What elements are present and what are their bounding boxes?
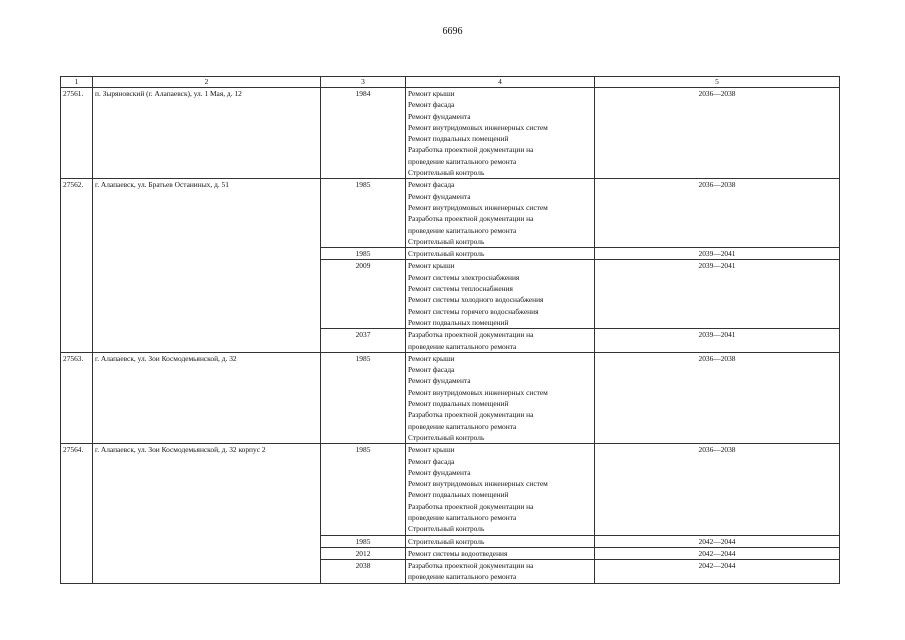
work-item: Ремонт фасада: [408, 100, 455, 110]
year-cell: 1985: [321, 444, 406, 535]
year-cell: 2037: [321, 329, 406, 353]
work-item: Ремонт внутридомовых инженерных систем: [408, 387, 548, 397]
work-item: Разработка проектной документации на: [408, 501, 534, 511]
work-item: Строительный контроль: [408, 236, 485, 246]
work-item: Ремонт крыши: [408, 445, 455, 455]
work-item: Строительный контроль: [408, 249, 485, 259]
period-cell: 2042—2044: [595, 560, 840, 584]
work-item: Ремонт подвальных помещений: [408, 317, 509, 327]
work-item: проведение капитального ремонта: [408, 421, 517, 431]
works-cell: [406, 352, 595, 443]
work-item: проведение капитального ремонта: [408, 572, 517, 582]
work-item: проведение капитального ремонта: [408, 225, 517, 235]
header-cell-2: 2: [93, 77, 321, 88]
work-item: Разработка проектной документации на: [408, 145, 534, 155]
work-item: Разработка проектной документации на: [408, 410, 534, 420]
year-cell: 1985: [321, 248, 406, 260]
year-cell: 1985: [321, 179, 406, 248]
works-cell: [406, 560, 595, 584]
work-item: проведение капитального ремонта: [408, 341, 517, 351]
work-item: проведение капитального ремонта: [408, 512, 517, 522]
table-row: [61, 444, 840, 535]
work-item: Разработка проектной документации на: [408, 561, 534, 571]
work-item: Ремонт внутридомовых инженерных систем: [408, 122, 548, 132]
work-item: проведение капитального ремонта: [408, 156, 517, 166]
work-item: Ремонт крыши: [408, 261, 455, 271]
period-cell: 2036—2038: [595, 179, 840, 248]
period-cell: 2039—2041: [595, 248, 840, 260]
year-cell: 2038: [321, 560, 406, 584]
header-cell-1: 1: [61, 77, 93, 88]
table-row: [61, 179, 840, 248]
work-item: Ремонт системы холодного водоснабжения: [408, 295, 544, 305]
table-body: [61, 77, 840, 584]
period-cell: 2036—2038: [595, 352, 840, 443]
work-item: Ремонт крыши: [408, 89, 455, 98]
work-item: Строительный контроль: [408, 524, 485, 534]
period-cell: 2039—2041: [595, 329, 840, 353]
work-item: Ремонт внутридомовых инженерных систем: [408, 479, 548, 489]
work-item: Ремонт фасада: [408, 456, 455, 466]
work-item: Ремонт подвальных помещений: [408, 490, 509, 500]
record-number: 27561.: [61, 88, 93, 179]
repair-schedule-table: [60, 76, 840, 584]
period-cell: 2039—2041: [595, 260, 840, 329]
works-cell: [406, 547, 595, 559]
work-item: Ремонт подвальных помещений: [408, 399, 509, 409]
period-cell: 2042—2044: [595, 535, 840, 547]
works-cell: [406, 260, 595, 329]
work-item: Ремонт фасада: [408, 365, 455, 375]
works-cell: [406, 179, 595, 248]
work-item: Ремонт системы теплоснабжения: [408, 284, 513, 294]
year-cell: 1984: [321, 88, 406, 179]
period-cell: 2042—2044: [595, 547, 840, 559]
year-cell: 1985: [321, 535, 406, 547]
year-cell: 1985: [321, 352, 406, 443]
work-item: Строительный контроль: [408, 536, 485, 546]
header-cell-5: 5: [595, 77, 840, 88]
work-item: Ремонт внутридомовых инженерных систем: [408, 202, 548, 212]
table-row: [61, 352, 840, 443]
address-cell: г. Алапаевск, ул. Братьев Останиных, д. 51: [93, 179, 321, 352]
record-number: 27564.: [61, 444, 93, 584]
record-number: 27562.: [61, 179, 93, 352]
work-item: Строительный контроль: [408, 168, 485, 178]
year-cell: 2009: [321, 260, 406, 329]
address-cell: п. Зыряновский (г. Алапаевск), ул. 1 Мая, д. 12: [93, 88, 321, 179]
work-item: Ремонт крыши: [408, 353, 455, 363]
work-item: Ремонт системы водоотведения: [408, 548, 508, 558]
works-cell: [406, 329, 595, 353]
address-cell: г. Алапаевск, ул. Зои Космодемьянской, д. 32: [93, 352, 321, 443]
table-row: [61, 88, 840, 179]
work-item: Разработка проектной документации на: [408, 214, 534, 224]
header-cell-3: 3: [321, 77, 406, 88]
address-cell: г. Алапаевск, ул. Зои Космодемьянской, д. 32 корпус 2: [93, 444, 321, 584]
works-cell: [406, 248, 595, 260]
work-item: Ремонт фундамента: [408, 376, 471, 386]
works-cell: [406, 444, 595, 535]
work-item: Ремонт фундамента: [408, 467, 471, 477]
work-item: Ремонт системы электроснабжения: [408, 272, 520, 282]
record-number: 27563.: [61, 352, 93, 443]
work-item: Ремонт фундамента: [408, 191, 471, 201]
year-cell: 2012: [321, 547, 406, 559]
works-cell: [406, 88, 595, 179]
header-cell-4: 4: [406, 77, 595, 88]
work-item: Строительный контроль: [408, 432, 485, 442]
period-cell: 2036—2038: [595, 88, 840, 179]
header-row: [61, 77, 840, 88]
work-item: Разработка проектной документации на: [408, 330, 534, 340]
work-item: Ремонт фасада: [408, 180, 455, 190]
work-item: Ремонт подвальных помещений: [408, 134, 509, 144]
work-item: Ремонт системы горячего водоснабжения: [408, 306, 539, 316]
works-cell: [406, 535, 595, 547]
page-number: 6696: [442, 26, 463, 37]
period-cell: 2036—2038: [595, 444, 840, 535]
work-item: Ремонт фундамента: [408, 111, 471, 121]
